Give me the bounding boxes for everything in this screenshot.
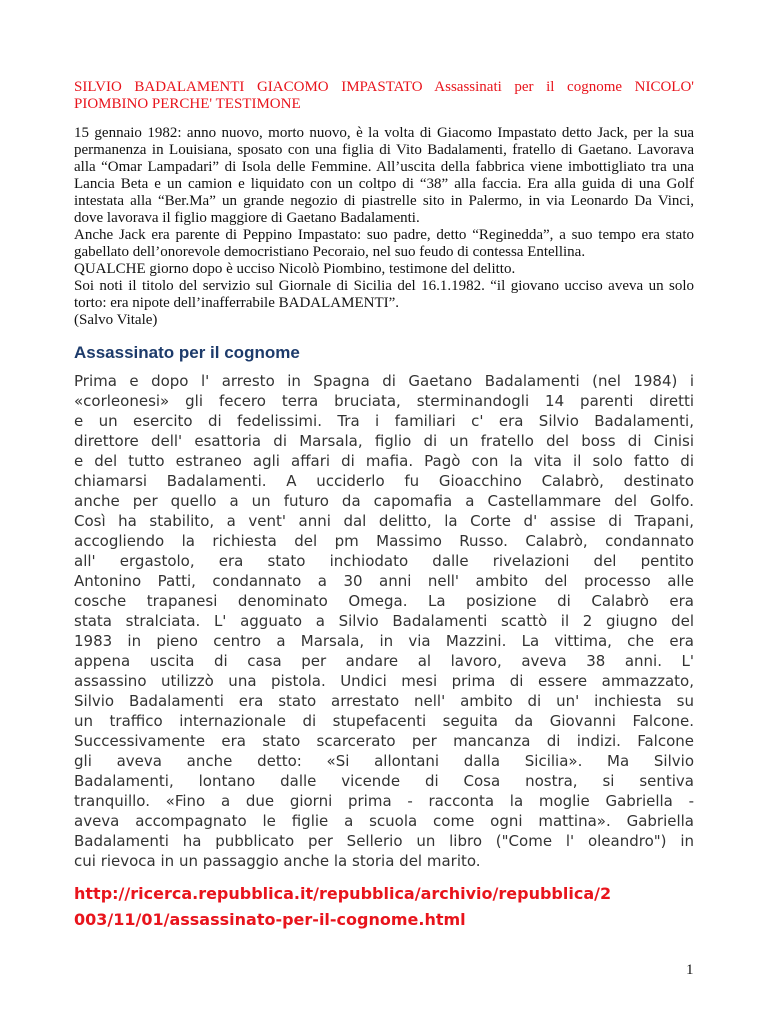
text-line: Badalamenti ha pubblicato per Sellerio un libro ("Come l' oleandro") in — [74, 832, 694, 850]
text-line: all' ergastolo, era stato inchiodato dalle rivelazioni del pentito — [74, 552, 694, 570]
text-line: e del tutto estraneo agli affari di mafia. Pagò con la vita il solo fatto di — [74, 452, 694, 470]
text-line: appena uscita di casa per andare al lavoro, aveva 38 anni. L' — [74, 652, 694, 670]
source-link[interactable] — [74, 881, 694, 933]
text-line: cosche trapanesi denominato Omega. La posizione di Calabrò era — [74, 592, 694, 610]
text-line: Lancia Beta e un camion e liquidato con un coltpo di “38” alla faccia. Era alla guida di una Golf — [74, 176, 694, 192]
text-line: chiamarsi Badalamenti. A ucciderlo fu Gioacchino Calabrò, destinato — [74, 472, 694, 490]
text-line: 15 gennaio 1982: anno nuovo, morto nuovo, è la volta di Giacomo Impastato detto Jack, per la sua — [74, 125, 694, 141]
text-line: gli aveva anche detto: «Si allontani dalla Sicilia». Ma Silvio — [74, 752, 694, 770]
text-line: permanenza in Louisiana, sposato con una figlia di Vito Badalamenti, fratello di Gaetano. Lavorava — [74, 142, 694, 158]
page-number: 1 — [686, 962, 694, 978]
text-line: anche per quello a un futuro da capomafia a Castellammare del Golfo. — [74, 492, 694, 510]
article-body — [74, 371, 694, 871]
text-line: Anche Jack era parente di Peppino Impastato: suo padre, detto “Reginedda”, a suo tempo era stato — [74, 227, 694, 243]
text-line: (Salvo Vitale) — [74, 312, 158, 328]
text-line[interactable]: 003/11/01/assassinato-per-il-cognome.html — [74, 910, 466, 929]
text-line: Badalamenti, lontano dalle vicende di Cosa nostra, si sentiva — [74, 772, 694, 790]
text-line[interactable]: http://ricerca.repubblica.it/repubblica/archivio/repubblica/2 — [74, 884, 612, 903]
text-line: stata stralciata. L' agguato a Silvio Badalamenti scattò il 2 giugno del — [74, 612, 694, 630]
text-line: e un esercito di fedelissimi. Tra i familiari c' era Silvio Badalamenti, — [74, 412, 694, 430]
intro-paragraph — [74, 125, 694, 329]
text-line: Così ha stabilito, a vent' anni dal delitto, la Corte d' assise di Trapani, — [74, 512, 694, 530]
text-line: SILVIO BADALAMENTI GIACOMO IMPASTATO Assassinati per il cognome NICOLO' — [74, 79, 694, 95]
text-line: assassino utilizzò una pistola. Undici mesi prima di essere ammazzato, — [74, 672, 694, 690]
text-line: PIOMBINO PERCHE' TESTIMONE — [74, 96, 301, 112]
text-line: Prima e dopo l' arresto in Spagna di Gaetano Badalamenti (nel 1984) i — [74, 372, 694, 390]
text-line: QUALCHE giorno dopo è ucciso Nicolò Piombino, testimone del delitto. — [74, 261, 516, 277]
text-line: torto: era nipote dell’inafferrabile BADALAMENTI”. — [74, 295, 400, 311]
text-line: tranquillo. «Fino a due giorni prima - racconta la moglie Gabriella - — [74, 792, 694, 810]
text-line: dove lavorava il figlio maggiore di Gaetano Badalamenti. — [74, 210, 420, 226]
text-line: aveva accompagnato le figlie a scuola come ogni mattina». Gabriella — [74, 812, 694, 830]
text-line: direttore dell' esattoria di Marsala, figlio di un fratello del boss di Cinisi — [74, 432, 694, 450]
text-line: un traffico internazionale di stupefacenti seguita da Giovanni Falcone. — [74, 712, 694, 730]
text-line: cui rievoca in un passaggio anche la storia del marito. — [74, 852, 481, 870]
text-line: Soi noti il titolo del servizio sul Giornale di Sicilia del 16.1.1982. “il giovano ucciso aveva un solo — [74, 278, 694, 294]
article-heading: Assassinato per il cognome — [74, 343, 300, 362]
text-line: intestata alla “Ber.Ma” un grande negozio di piastrelle sito in Palermo, in via Leonardo Da Vinci, — [74, 193, 694, 209]
text-line: gabellato dell’onorevole democristiano Pecoraio, nel suo feudo di contessa Entellina. — [74, 244, 586, 260]
text-line: «corleonesi» gli fecero terra bruciata, sterminandogli 14 parenti diretti — [74, 392, 694, 410]
text-line: Silvio Badalamenti era stato arrestato nell' ambito di un' inchiesta su — [74, 692, 694, 710]
text-line: Successivamente era stato scarcerato per mancanza di indizi. Falcone — [74, 732, 694, 750]
text-line: alla “Omar Lampadari” di Isola delle Femmine. All’uscita della fabbrica viene imbottigliato tra una — [74, 159, 694, 175]
text-line: accogliendo la richiesta del pm Massimo Russo. Calabrò, condannato — [74, 532, 694, 550]
document-title — [74, 79, 694, 113]
text-line: 1983 in pieno centro a Marsala, in via Mazzini. La vittima, che era — [74, 632, 694, 650]
text-line: Antonino Patti, condannato a 30 anni nell' ambito del processo alle — [74, 572, 694, 590]
